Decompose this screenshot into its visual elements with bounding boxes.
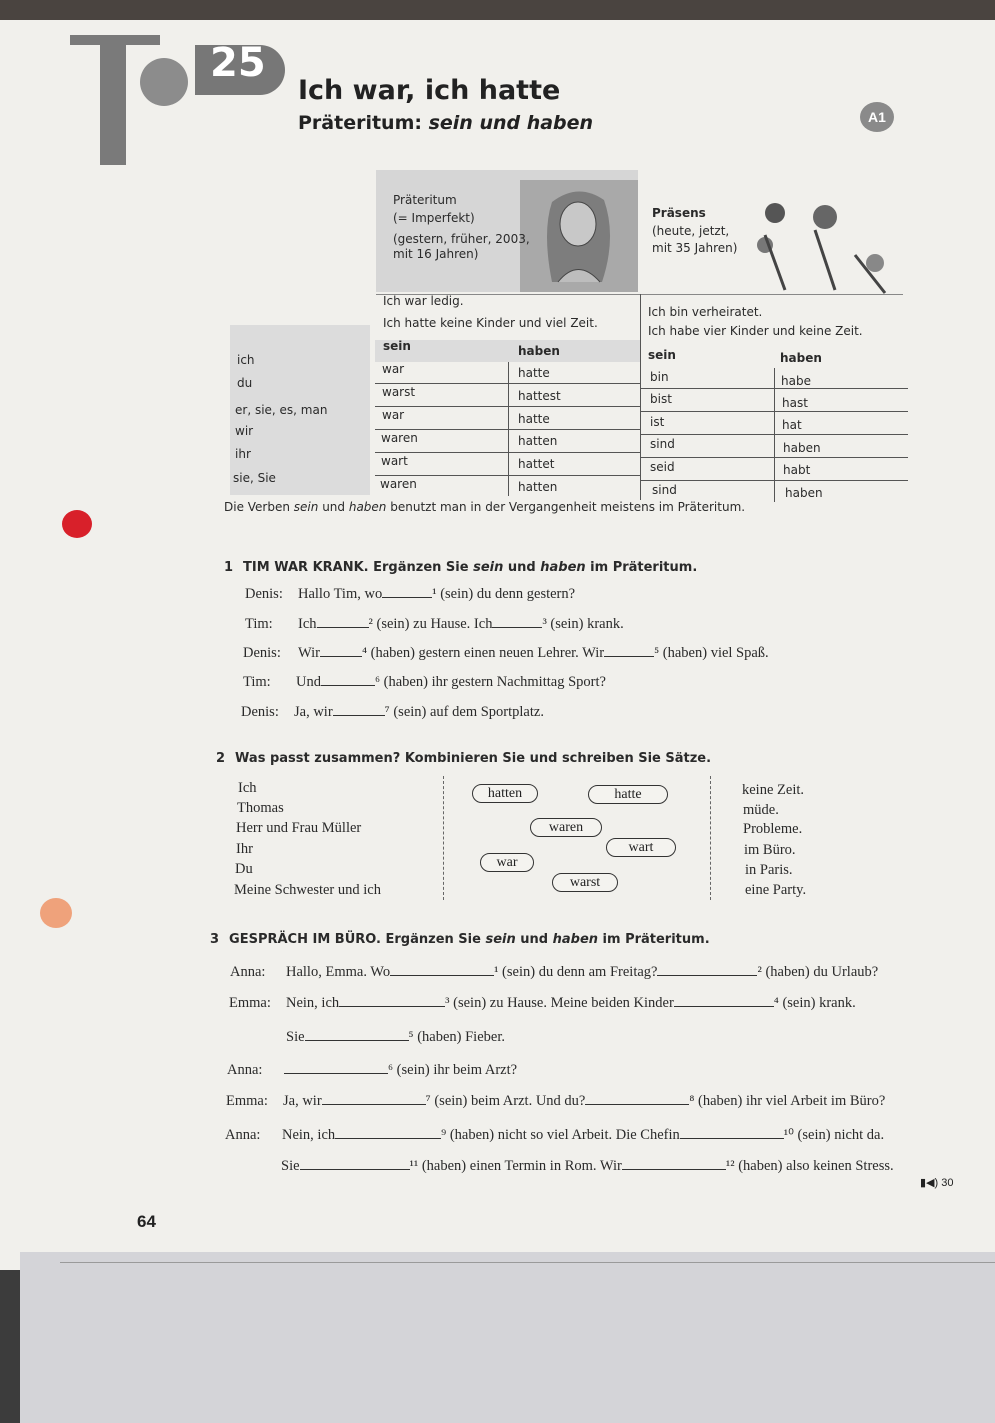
table-vline-2 <box>640 294 641 500</box>
text: Nein, ich <box>286 995 340 1011</box>
header-haben-pret: haben <box>518 344 560 358</box>
audio-track[interactable] <box>920 1176 954 1189</box>
ending-5: in Paris. <box>745 862 793 878</box>
sein-pret-er: war <box>382 408 405 422</box>
ex3-title-mid: und <box>515 932 553 947</box>
text: ⁶ (sein) ihr beim Arzt? <box>388 1062 518 1078</box>
pronoun-ihr: ihr <box>235 447 251 461</box>
haben-pret-wir: hatten <box>518 434 558 448</box>
row-line-10 <box>640 480 908 481</box>
ex3-number: 3 <box>210 932 220 947</box>
text: ⁴ (sein) krank. <box>773 995 856 1011</box>
text: ¹ (sein) du denn gestern? <box>432 586 576 602</box>
note-post: benutzt man in der Vergangenheit meistens im Präteritum. <box>386 500 746 514</box>
speaker: Anna: <box>227 1062 263 1078</box>
level-badge: A1 <box>860 102 894 132</box>
pronoun-ich: ich <box>237 353 255 367</box>
speaker: Tim: <box>245 616 273 632</box>
text: ⁹ (haben) nicht so viel Arbeit. Die Chefin <box>441 1127 680 1143</box>
subject-6: Meine Schwester und ich <box>234 882 381 898</box>
haben-pret-sie: hatten <box>518 480 558 494</box>
subtitle-prefix: Präteritum: <box>298 112 429 134</box>
speaker-icon: ▮◀) <box>920 1177 939 1189</box>
ex3-title-a: GESPRÄCH IM BÜRO. Ergänzen Sie <box>229 932 486 947</box>
text: ² (sein) zu Hause. Ich <box>368 616 493 632</box>
blank-3[interactable] <box>492 626 542 628</box>
verb-pill-waren[interactable]: waren <box>530 818 602 837</box>
ending-6: eine Party. <box>745 882 807 898</box>
ex1-line-5 <box>241 704 544 721</box>
ex1-line-4 <box>243 674 606 691</box>
ex3-line-2 <box>229 995 856 1012</box>
text: Sie <box>281 1158 300 1174</box>
speaker: Anna: <box>230 964 266 980</box>
sein-pret-wir: waren <box>381 431 418 445</box>
ex1-number: 1 <box>224 560 234 575</box>
speaker: Denis: <box>245 586 283 602</box>
ending-2: müde. <box>743 802 779 818</box>
blank-6[interactable] <box>321 684 375 686</box>
pronoun-wir: wir <box>235 424 254 438</box>
haben-pres-du: hast <box>782 396 808 410</box>
text: Wir <box>298 645 320 661</box>
chapter-number: 25 <box>210 40 266 86</box>
text: ⁶ (haben) ihr gestern Nachmittag Sport? <box>374 674 606 690</box>
ex2-number: 2 <box>216 751 226 766</box>
verb-pill-war[interactable]: war <box>480 853 534 872</box>
haben-pret-ich: hatte <box>518 366 550 380</box>
blank-8[interactable] <box>585 1103 689 1105</box>
ending-1: keine Zeit. <box>742 782 805 798</box>
row-line-2 <box>375 406 640 407</box>
blank-1[interactable] <box>390 974 494 976</box>
haben-pret-du: hattest <box>518 389 561 403</box>
ex1-line-2 <box>245 616 624 633</box>
sein-pres-er: ist <box>650 415 665 429</box>
sein-pres-ich: bin <box>650 370 669 384</box>
ending-4: im Büro. <box>744 842 796 858</box>
blank-4[interactable] <box>320 655 362 657</box>
ex1-title-sein: sein <box>473 560 504 575</box>
row-line-3 <box>375 429 640 430</box>
ex3-title-haben: haben <box>552 932 599 947</box>
text: Ich <box>298 616 317 632</box>
verb-pill-hatte[interactable]: hatte <box>588 785 668 804</box>
note-pre: Die Verben <box>224 500 294 514</box>
ex3-line-5 <box>226 1093 885 1110</box>
pronoun-du: du <box>237 376 253 390</box>
note-sein: sein <box>293 500 319 514</box>
speaker: Emma: <box>226 1093 268 1109</box>
haben-pres-ihr: habt <box>783 463 811 477</box>
text: Und <box>296 674 321 690</box>
text: ¹² (haben) also keinen Stress. <box>725 1158 894 1174</box>
ex3-title-b: im Präteritum. <box>598 932 710 947</box>
ending-3: Probleme. <box>743 821 803 837</box>
text: Ja, wir <box>294 704 333 720</box>
blank-3[interactable] <box>339 1005 445 1007</box>
sein-pret-du: warst <box>382 385 416 399</box>
table-note <box>224 500 745 514</box>
text: Nein, ich <box>282 1127 336 1143</box>
pret-age: mit 16 Jahren) <box>393 247 479 261</box>
blank-1[interactable] <box>382 596 432 598</box>
text: ¹ (sein) du denn am Freitag? <box>494 964 658 980</box>
audio-track-number: 30 <box>941 1177 954 1189</box>
pret-eq: (= Imperfekt) <box>393 211 475 225</box>
text: Hallo Tim, wo <box>298 586 383 602</box>
exercise-marker-orange <box>40 898 72 928</box>
ex1-line-1 <box>245 586 575 603</box>
sein-pret-ihr: wart <box>381 454 408 468</box>
row-line-1 <box>375 383 640 384</box>
ex1-title-haben: haben <box>540 560 586 575</box>
ex2-title-text: Was passt zusammen? Kombinieren Sie und schreiben Sie Sätze. <box>235 751 712 766</box>
sein-pres-du: bist <box>650 392 672 406</box>
row-line-6 <box>640 388 908 389</box>
row-line-8 <box>640 434 908 435</box>
text: ³ (sein) zu Hause. Meine beiden Kinder <box>445 995 674 1011</box>
family-illustration <box>745 195 895 295</box>
ex3-line-7 <box>281 1158 894 1175</box>
text: ⁵ (haben) viel Spaß. <box>654 645 769 661</box>
row-line-7 <box>640 411 908 412</box>
speaker: Tim: <box>243 674 271 690</box>
sein-pret-sie: waren <box>380 477 417 491</box>
sein-pres-ihr: seid <box>650 460 675 474</box>
speaker: Denis: <box>243 645 281 661</box>
ex3-title-sein: sein <box>485 932 516 947</box>
pret-header-shade <box>375 340 640 362</box>
note-mid: und <box>318 500 349 514</box>
dashed-divider-left <box>443 776 444 900</box>
blank-2[interactable] <box>317 626 369 628</box>
haben-pret-ihr: hattet <box>518 457 555 471</box>
subject-4: Ihr <box>236 841 253 857</box>
row-line-5 <box>375 475 640 476</box>
subject-3: Herr und Frau Müller <box>236 820 362 836</box>
pret-label: Präteritum <box>393 193 457 207</box>
haben-pret-er: hatte <box>518 412 550 426</box>
verb-pill-hatten[interactable]: hatten <box>472 784 538 803</box>
blank-6[interactable] <box>284 1072 388 1074</box>
subject-2: Thomas <box>237 800 284 816</box>
text: Sie <box>286 1029 305 1045</box>
page-below <box>20 1252 995 1423</box>
sein-pres-sie: sind <box>652 483 677 497</box>
text: Ja, wir <box>283 1093 322 1109</box>
pras-time: (heute, jetzt, <box>652 224 730 238</box>
text: ² (haben) du Urlaub? <box>757 964 879 980</box>
text: ³ (sein) krank. <box>542 616 624 632</box>
pret-time: (gestern, früher, 2003, <box>393 232 530 246</box>
page-edge-line <box>60 1262 995 1263</box>
haben-pres-ich: habe <box>781 374 811 388</box>
ex1-title-mid: und <box>503 560 541 575</box>
text: ¹⁰ (sein) nicht da. <box>783 1127 885 1143</box>
header-haben-pres: haben <box>780 351 822 365</box>
ex3-line-3 <box>286 1029 505 1046</box>
text: ⁵ (haben) Fieber. <box>408 1029 505 1045</box>
text: ⁴ (haben) gestern einen neuen Lehrer. Wir <box>361 645 605 661</box>
speaker: Emma: <box>229 995 271 1011</box>
blank-7[interactable] <box>333 714 385 716</box>
blank-11[interactable] <box>300 1168 410 1170</box>
young-woman-illustration <box>522 182 634 290</box>
text: Hallo, Emma. Wo <box>286 964 391 980</box>
blank-5[interactable] <box>305 1039 409 1041</box>
blank-5[interactable] <box>604 655 654 657</box>
page-number: 64 <box>137 1212 156 1231</box>
blank-10[interactable] <box>680 1137 784 1139</box>
chapter-title: Ich war, ich hatte <box>298 75 561 106</box>
haben-pres-sie: haben <box>785 486 823 500</box>
pras-sentence-2: Ich habe vier Kinder und keine Zeit. <box>648 324 863 338</box>
verb-pill-wart[interactable]: wart <box>606 838 676 857</box>
blank-4[interactable] <box>674 1005 774 1007</box>
verb-pill-warst[interactable]: warst <box>552 873 618 892</box>
blank-9[interactable] <box>335 1137 441 1139</box>
ex3-line-4 <box>227 1062 517 1079</box>
text: ¹¹ (haben) einen Termin in Rom. Wir <box>409 1158 622 1174</box>
pras-label: Präsens <box>652 206 706 220</box>
sein-pret-ich: war <box>382 362 405 376</box>
blank-2[interactable] <box>657 974 757 976</box>
ex2-title <box>216 751 711 766</box>
blank-7[interactable] <box>322 1103 426 1105</box>
ex1-title-b: im Präteritum. <box>585 560 698 575</box>
pret-sentence-1: Ich war ledig. <box>383 294 464 308</box>
header-sein-pres: sein <box>648 348 676 362</box>
ex1-line-3 <box>243 645 769 662</box>
ex3-title <box>210 932 710 947</box>
ex1-title-a: TIM WAR KRANK. Ergänzen Sie <box>243 560 474 575</box>
exercise-marker-red <box>62 510 92 538</box>
text: ⁷ (sein) auf dem Sportplatz. <box>384 704 544 720</box>
haben-pres-er: hat <box>782 418 802 432</box>
subtitle-italic: sein und haben <box>428 112 594 134</box>
pras-sentence-1: Ich bin verheiratet. <box>648 305 763 319</box>
text: ⁸ (haben) ihr viel Arbeit im Büro? <box>689 1093 886 1109</box>
pronoun-er: er, sie, es, man <box>235 403 328 417</box>
note-haben: haben <box>348 500 387 514</box>
speaker: Denis: <box>241 704 279 720</box>
ex1-title <box>224 560 697 575</box>
ex3-line-1 <box>230 964 878 981</box>
ex3-line-6 <box>225 1127 884 1144</box>
subject-5: Du <box>235 861 253 877</box>
chapter-subtitle <box>298 112 593 134</box>
dashed-divider-right <box>710 776 711 900</box>
row-line-9 <box>640 457 908 458</box>
text: ⁷ (sein) beim Arzt. Und du? <box>425 1093 586 1109</box>
chapter-circle-icon <box>140 58 188 106</box>
header-sein-pret: sein <box>383 339 411 353</box>
pret-sentence-2: Ich hatte keine Kinder und viel Zeit. <box>383 316 598 330</box>
haben-pres-wir: haben <box>783 441 821 455</box>
sein-pres-wir: sind <box>650 437 675 451</box>
row-line-4 <box>375 452 640 453</box>
pras-age: mit 35 Jahren) <box>652 241 738 255</box>
subject-1: Ich <box>238 780 257 796</box>
chapter-tab-bar <box>100 35 126 165</box>
speaker: Anna: <box>225 1127 261 1143</box>
pronoun-sie: sie, Sie <box>233 471 276 485</box>
blank-12[interactable] <box>622 1168 726 1170</box>
